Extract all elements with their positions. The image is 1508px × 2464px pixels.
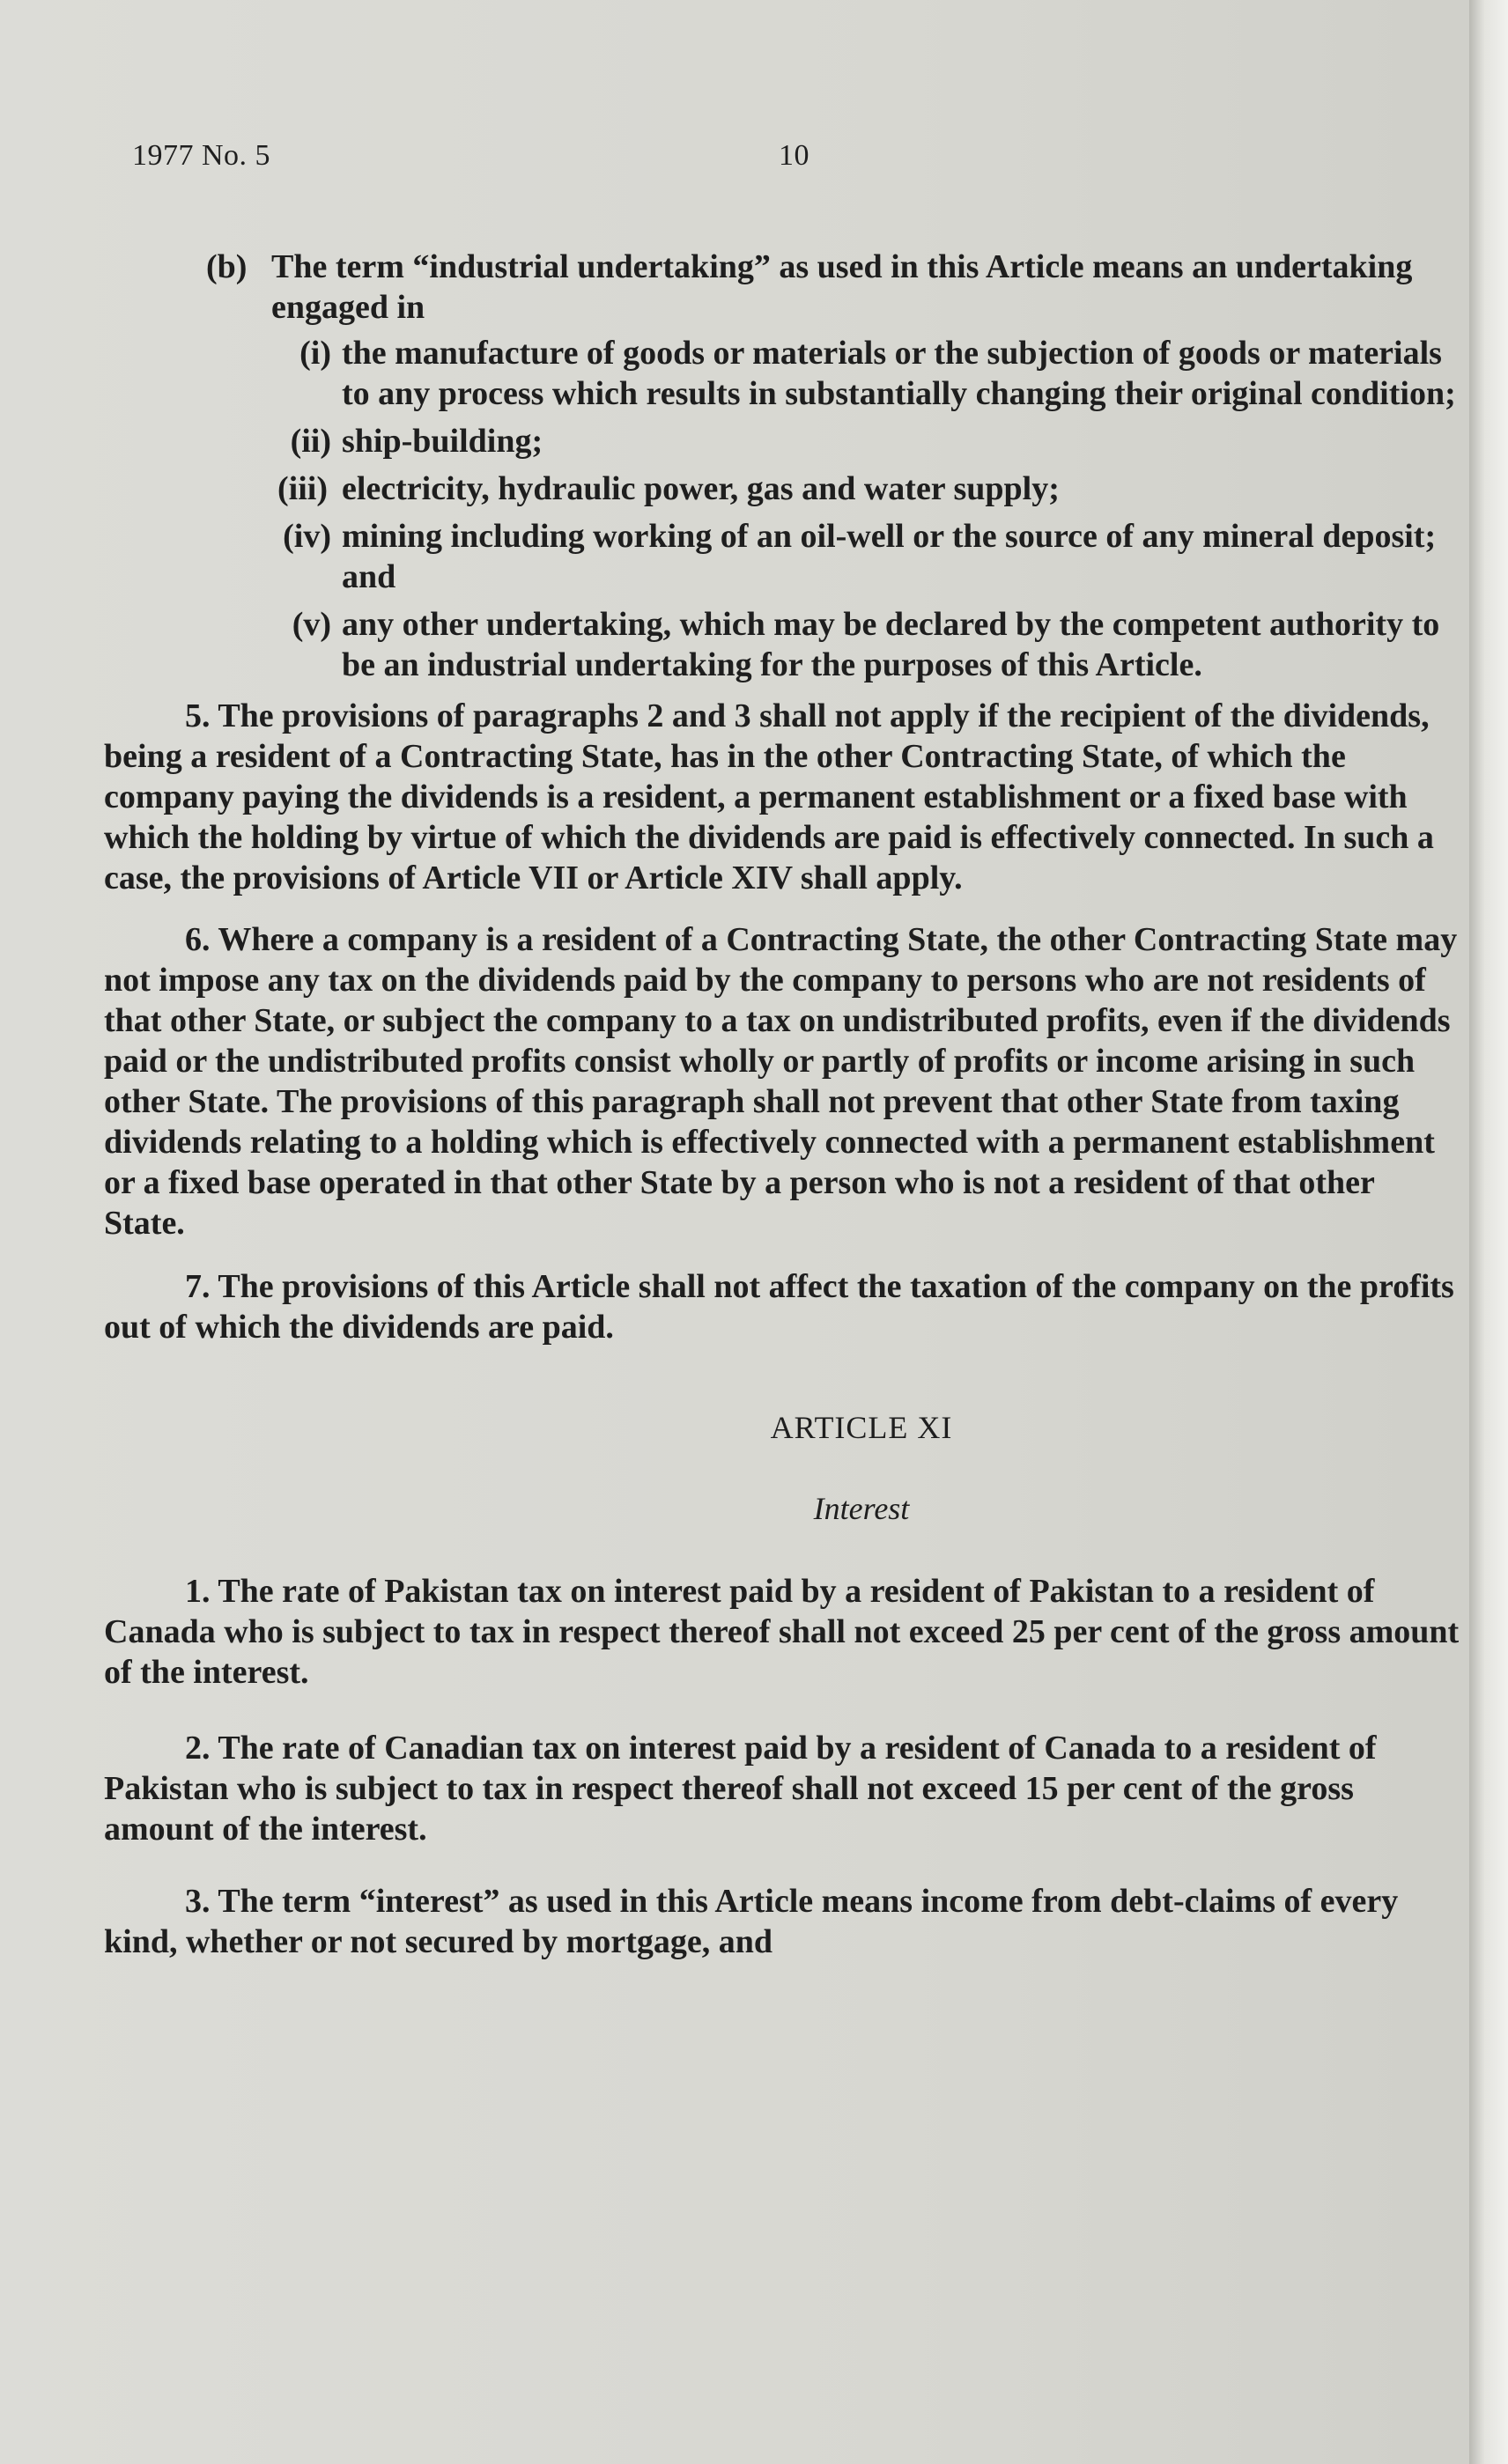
clause-item-label: (v) bbox=[292, 606, 331, 643]
document-body bbox=[104, 247, 1460, 1962]
running-head-year: 1977 No. 5 bbox=[132, 139, 271, 172]
clause-item-iv bbox=[271, 516, 1460, 597]
interest-paragraph-1: 1. The rate of Pakistan tax on interest paid by a resident of Pakistan to a resident of Canada who is subject to tax in respect thereof shall not exceed 25 per cent of the gross amount of the interest. bbox=[104, 1573, 1460, 1691]
clause-b-text: The term “industrial undertaking” as used in this Article means an undertaking engaged in bbox=[271, 248, 1413, 326]
page-number: 10 bbox=[779, 139, 809, 172]
clause-item-label: (i) bbox=[299, 335, 331, 372]
article-heading: ARTICLE XI bbox=[770, 1410, 953, 1445]
paragraph-5: 5. The provisions of paragraphs 2 and 3 shall not apply if the recipient of the dividends, being a resident of a Contracting State, has in the other Contracting State, of which the company paying the dividends is a resident, a permanent establishment or a fixed base with which the holding by virtue of which the dividends are paid is effectively connected. In such a case, the provisions of Article VII or Article XIV shall apply. bbox=[104, 697, 1434, 896]
clause-item-text: the manufacture of goods or materials or the subjection of goods or materials to any process which results in substantially changing their original condition; bbox=[342, 335, 1456, 412]
clause-item-text: mining including working of an oil-well or the source of any mineral deposit; and bbox=[342, 518, 1437, 595]
clause-b-label: (b) bbox=[206, 248, 248, 285]
article-subheading: Interest bbox=[813, 1491, 910, 1526]
interest-paragraph-2: 2. The rate of Canadian tax on interest paid by a resident of Canada to a resident of Pakistan who is subject to tax in respect thereof shall not exceed 15 per cent of the gross amount of the interest. bbox=[104, 1730, 1377, 1848]
clause-item-label: (iv) bbox=[283, 518, 331, 555]
clause-item-ii bbox=[271, 421, 1460, 461]
paragraph-6: 6. Where a company is a resident of a Contracting State, the other Contracting State may not impose any tax on the dividends paid by the company to persons who are not residents of that other State, or subject the company to a tax on undistributed profits, even if the dividends paid or the undistributed profits consist wholly or partly of profits or income arising in such other State. The provisions of this paragraph shall not prevent that other State from taxing dividends relating to a holding which is effectively connected with a permanent establishment or a fixed base operated in that other State by a person who is not a resident of that other State. bbox=[104, 921, 1458, 1242]
clause-item-text: ship-building; bbox=[342, 423, 543, 460]
clause-item-label: (iii) bbox=[277, 470, 328, 507]
clause-item-text: any other undertaking, which may be declared by the competent authority to be an industrial undertaking for the purposes of this Article. bbox=[342, 606, 1440, 683]
clause-item-i bbox=[271, 333, 1460, 414]
clause-item-v bbox=[271, 604, 1460, 685]
page-edge bbox=[1469, 0, 1508, 2464]
clause-item-text: electricity, hydraulic power, gas and water supply; bbox=[342, 470, 1060, 507]
interest-paragraph-3: 3. The term “interest” as used in this Article means income from debt-claims of every kind, whether or not secured by mortgage, and bbox=[104, 1883, 1399, 1960]
clause-item-iii bbox=[271, 468, 1460, 509]
clause-b bbox=[104, 247, 1460, 328]
clause-item-label: (ii) bbox=[290, 423, 331, 460]
paragraph-7: 7. The provisions of this Article shall not affect the taxation of the company on the profits out of which the dividends are paid. bbox=[104, 1268, 1454, 1346]
